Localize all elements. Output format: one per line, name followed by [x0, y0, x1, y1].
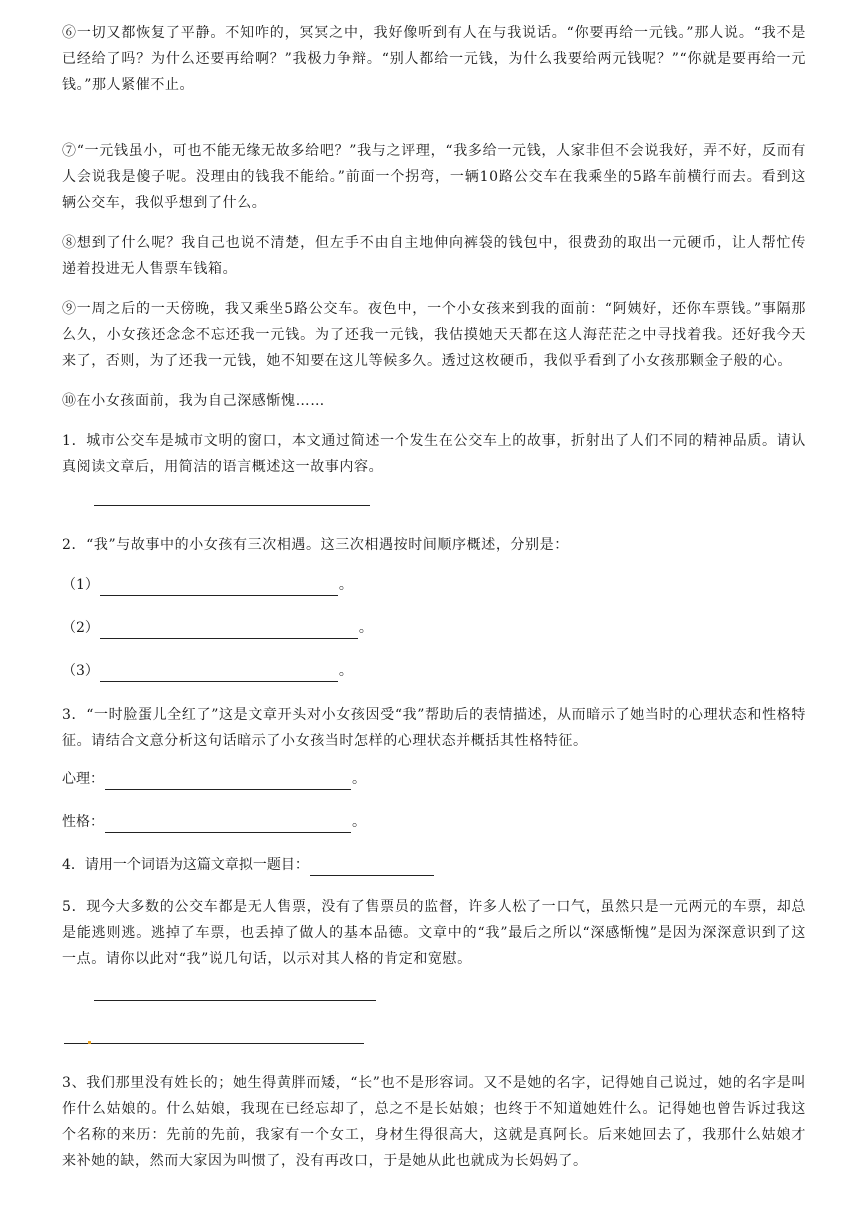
q2-item-3-label: （3）	[62, 663, 99, 679]
q3-psychology	[62, 768, 366, 790]
paragraph-7: ⑦“一元钱虽小，可也不能无缘无故多给吧？”我与之评理，“我多给一元钱，人家非但不会说我好，弄不好，反而有人会说我是傻子呢。没理由的钱我不能给。”前面一个拐弯，一辆10路公交车在我乘坐的5路车前横行而去。看到这辆公交车，我似乎想到了什么。	[62, 143, 806, 211]
q2-item-1-label: （1）	[62, 577, 99, 593]
answer-line-q2-1[interactable]	[100, 581, 338, 596]
question-4-text: 4．请用一个词语为这篇文章拟一题目：	[62, 857, 309, 873]
q2-item-3	[62, 660, 353, 682]
answer-line-q3-psychology[interactable]	[105, 775, 351, 790]
q3-psychology-period: 。	[352, 771, 366, 787]
paragraph-6: ⑥一切又都恢复了平静。不知咋的，冥冥之中，我好像听到有人在与我说话。“你要再给一元钱。”那人说。“我不是已经给了吗？为什么还要再给啊？”我极力争辩。“别人都给一元钱，为什么我要给两元钱呢？”“你就是要再给一元钱。”那人紧催不止。	[62, 25, 806, 93]
question-1: 1．城市公交车是城市文明的窗口，本文通过简述一个发生在公交车上的故事，折射出了人们不同的精神品质。请认真阅读文章后，用简洁的语言概述这一故事内容。	[62, 433, 806, 475]
passage-3: 3、我们那里没有姓长的；她生得黄胖而矮，“长”也不是形容词。又不是她的名字，记得她自己说过，她的名字是叫作什么姑娘的。什么姑娘，我现在已经忘却了，总之不是长姑娘；也终于不知道她姓什么。记得她也曾告诉过我这个名称的来历：先前的先前，我家有一个女工，身材生得很高大，这就是真阿长。后来她回去了，我那什么姑娘才来补她的缺，然而大家因为叫惯了，没有再改口，于是她从此也就成为长妈妈了。	[62, 1075, 806, 1169]
answer-line-q5-1[interactable]	[94, 1000, 376, 1001]
q3-character-label: 性格：	[62, 814, 104, 830]
q2-item-1	[62, 574, 353, 596]
q2-item-2-label: （2）	[62, 620, 99, 636]
question-2: 2．“我”与故事中的小女孩有三次相遇。这三次相遇按时间顺序概述，分别是：	[62, 537, 569, 553]
q3-character	[62, 811, 366, 833]
q2-item-1-period: 。	[338, 577, 353, 593]
question-3: 3．“一时脸蛋儿全红了”这是文章开头对小女孩因受“我”帮助后的表情描述，从而暗示了她当时的心理状态和性格特征。请结合文意分析这句话暗示了小女孩当时怎样的心理状态并概括其性格特征。	[62, 707, 806, 749]
q2-item-2	[62, 617, 373, 639]
answer-line-q5-2[interactable]	[64, 1043, 364, 1044]
q3-character-period: 。	[352, 814, 366, 830]
paragraph-8: ⑧想到了什么呢？我自己也说不清楚，但左手不由自主地伸向裤袋的钱包中，很费劲的取出一元硬币，让人帮忙传递着投进无人售票车钱箱。	[62, 235, 806, 277]
q2-item-3-period: 。	[338, 663, 353, 679]
paragraph-10: ⑩在小女孩面前，我为自己深感惭愧……	[62, 393, 325, 409]
answer-line-q2-3[interactable]	[100, 667, 338, 682]
q2-item-2-period: 。	[358, 620, 373, 636]
answer-line-q2-2[interactable]	[100, 624, 358, 639]
question-5: 5．现今大多数的公交车都是无人售票，没有了售票员的监督，许多人松了一口气，虽然只是一元两元的车票，却总是能逃则逃。逃掉了车票，也丢掉了做人的基本品德。文章中的“我”最后之所以“深感惭愧”是因为深深意识到了这一点。请你以此对“我”说几句话，以示对其人格的肯定和宽慰。	[62, 899, 806, 967]
q3-psychology-label: 心理：	[62, 771, 104, 787]
answer-line-q1[interactable]	[94, 505, 370, 506]
answer-line-q4[interactable]	[310, 861, 434, 876]
answer-line-q3-character[interactable]	[105, 818, 351, 833]
question-4	[62, 854, 435, 876]
paragraph-9: ⑨一周之后的一天傍晚，我又乘坐5路公交车。夜色中，一个小女孩来到我的面前：“阿姨好，还你车票钱。”事隔那么久，小女孩还念念不忘还我一元钱。为了还我一元钱，我估摸她天天都在这人海茫茫之中寻找着我。还好我今天来了，否则，为了还我一元钱，她不知要在这儿等候多久。透过这枚硬币，我似乎看到了小女孩那颗金子般的心。	[62, 301, 806, 369]
scan-mark	[88, 1041, 91, 1044]
